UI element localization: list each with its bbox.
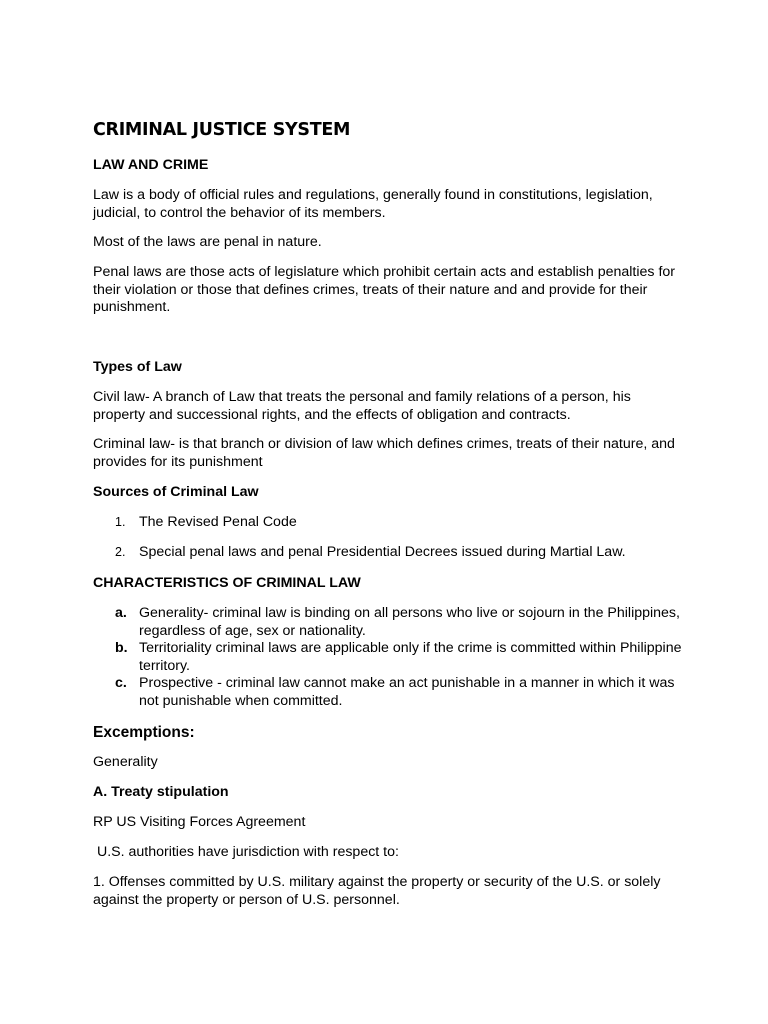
list-text: Generality- criminal law is binding on all persons who live or sojourn in the Philippines, regardless of age, sex or nationality. — [139, 605, 680, 639]
heading-sources: Sources of Criminal Law — [93, 484, 259, 500]
list-text: The Revised Penal Code — [139, 514, 297, 530]
paragraph-penal-nature: Most of the laws are penal in nature. — [93, 234, 322, 250]
list-text: Territoriality criminal laws are applicable only if the crime is committed within Philippine territory. — [139, 640, 682, 674]
paragraph-visiting-forces: RP US Visiting Forces Agreement — [93, 814, 306, 830]
list-letter: a. — [115, 605, 127, 621]
heading-types-of-law: Types of Law — [93, 359, 182, 375]
list-letter: c. — [115, 675, 127, 691]
list-number: 1. — [115, 515, 126, 529]
paragraph-offenses: 1. Offenses committed by U.S. military against the property or security of the U.S. or solely against the property or person of U.S. personnel. — [93, 874, 661, 908]
paragraph-civil-law: Civil law- A branch of Law that treats the personal and family relations of a person, his property and successional rights, and the effects of obligation and contracts. — [93, 389, 631, 423]
list-number: 2. — [115, 545, 126, 559]
paragraph-criminal-law: Criminal law- is that branch or division of law which defines crimes, treats of their nature, and provides for its punishment — [93, 436, 675, 470]
heading-treaty-stipulation: A. Treaty stipulation — [93, 784, 229, 800]
heading-characteristics: CHARACTERISTICS OF CRIMINAL LAW — [93, 575, 361, 591]
document-title: CRIMINAL JUSTICE SYSTEM — [93, 120, 351, 140]
paragraph-penal-laws: Penal laws are those acts of legislature which prohibit certain acts and establish penalties for their violation or those that defines crimes, treats of their nature and and provide for their punishment. — [93, 264, 676, 315]
list-letter: b. — [115, 640, 128, 656]
heading-excemptions: Excemptions: — [93, 724, 195, 741]
paragraph-us-authorities: U.S. authorities have jurisdiction with respect to: — [93, 844, 399, 860]
heading-law-and-crime: LAW AND CRIME — [93, 157, 209, 173]
list-text: Special penal laws and penal Presidential Decrees issued during Martial Law. — [139, 544, 626, 560]
paragraph-generality: Generality — [93, 754, 158, 770]
paragraph-law-definition: Law is a body of official rules and regulations, generally found in constitutions, legislation, judicial, to control the behavior of its members. — [93, 187, 653, 221]
list-text: Prospective - criminal law cannot make an act punishable in a manner in which it was not punishable when committed. — [139, 675, 675, 709]
